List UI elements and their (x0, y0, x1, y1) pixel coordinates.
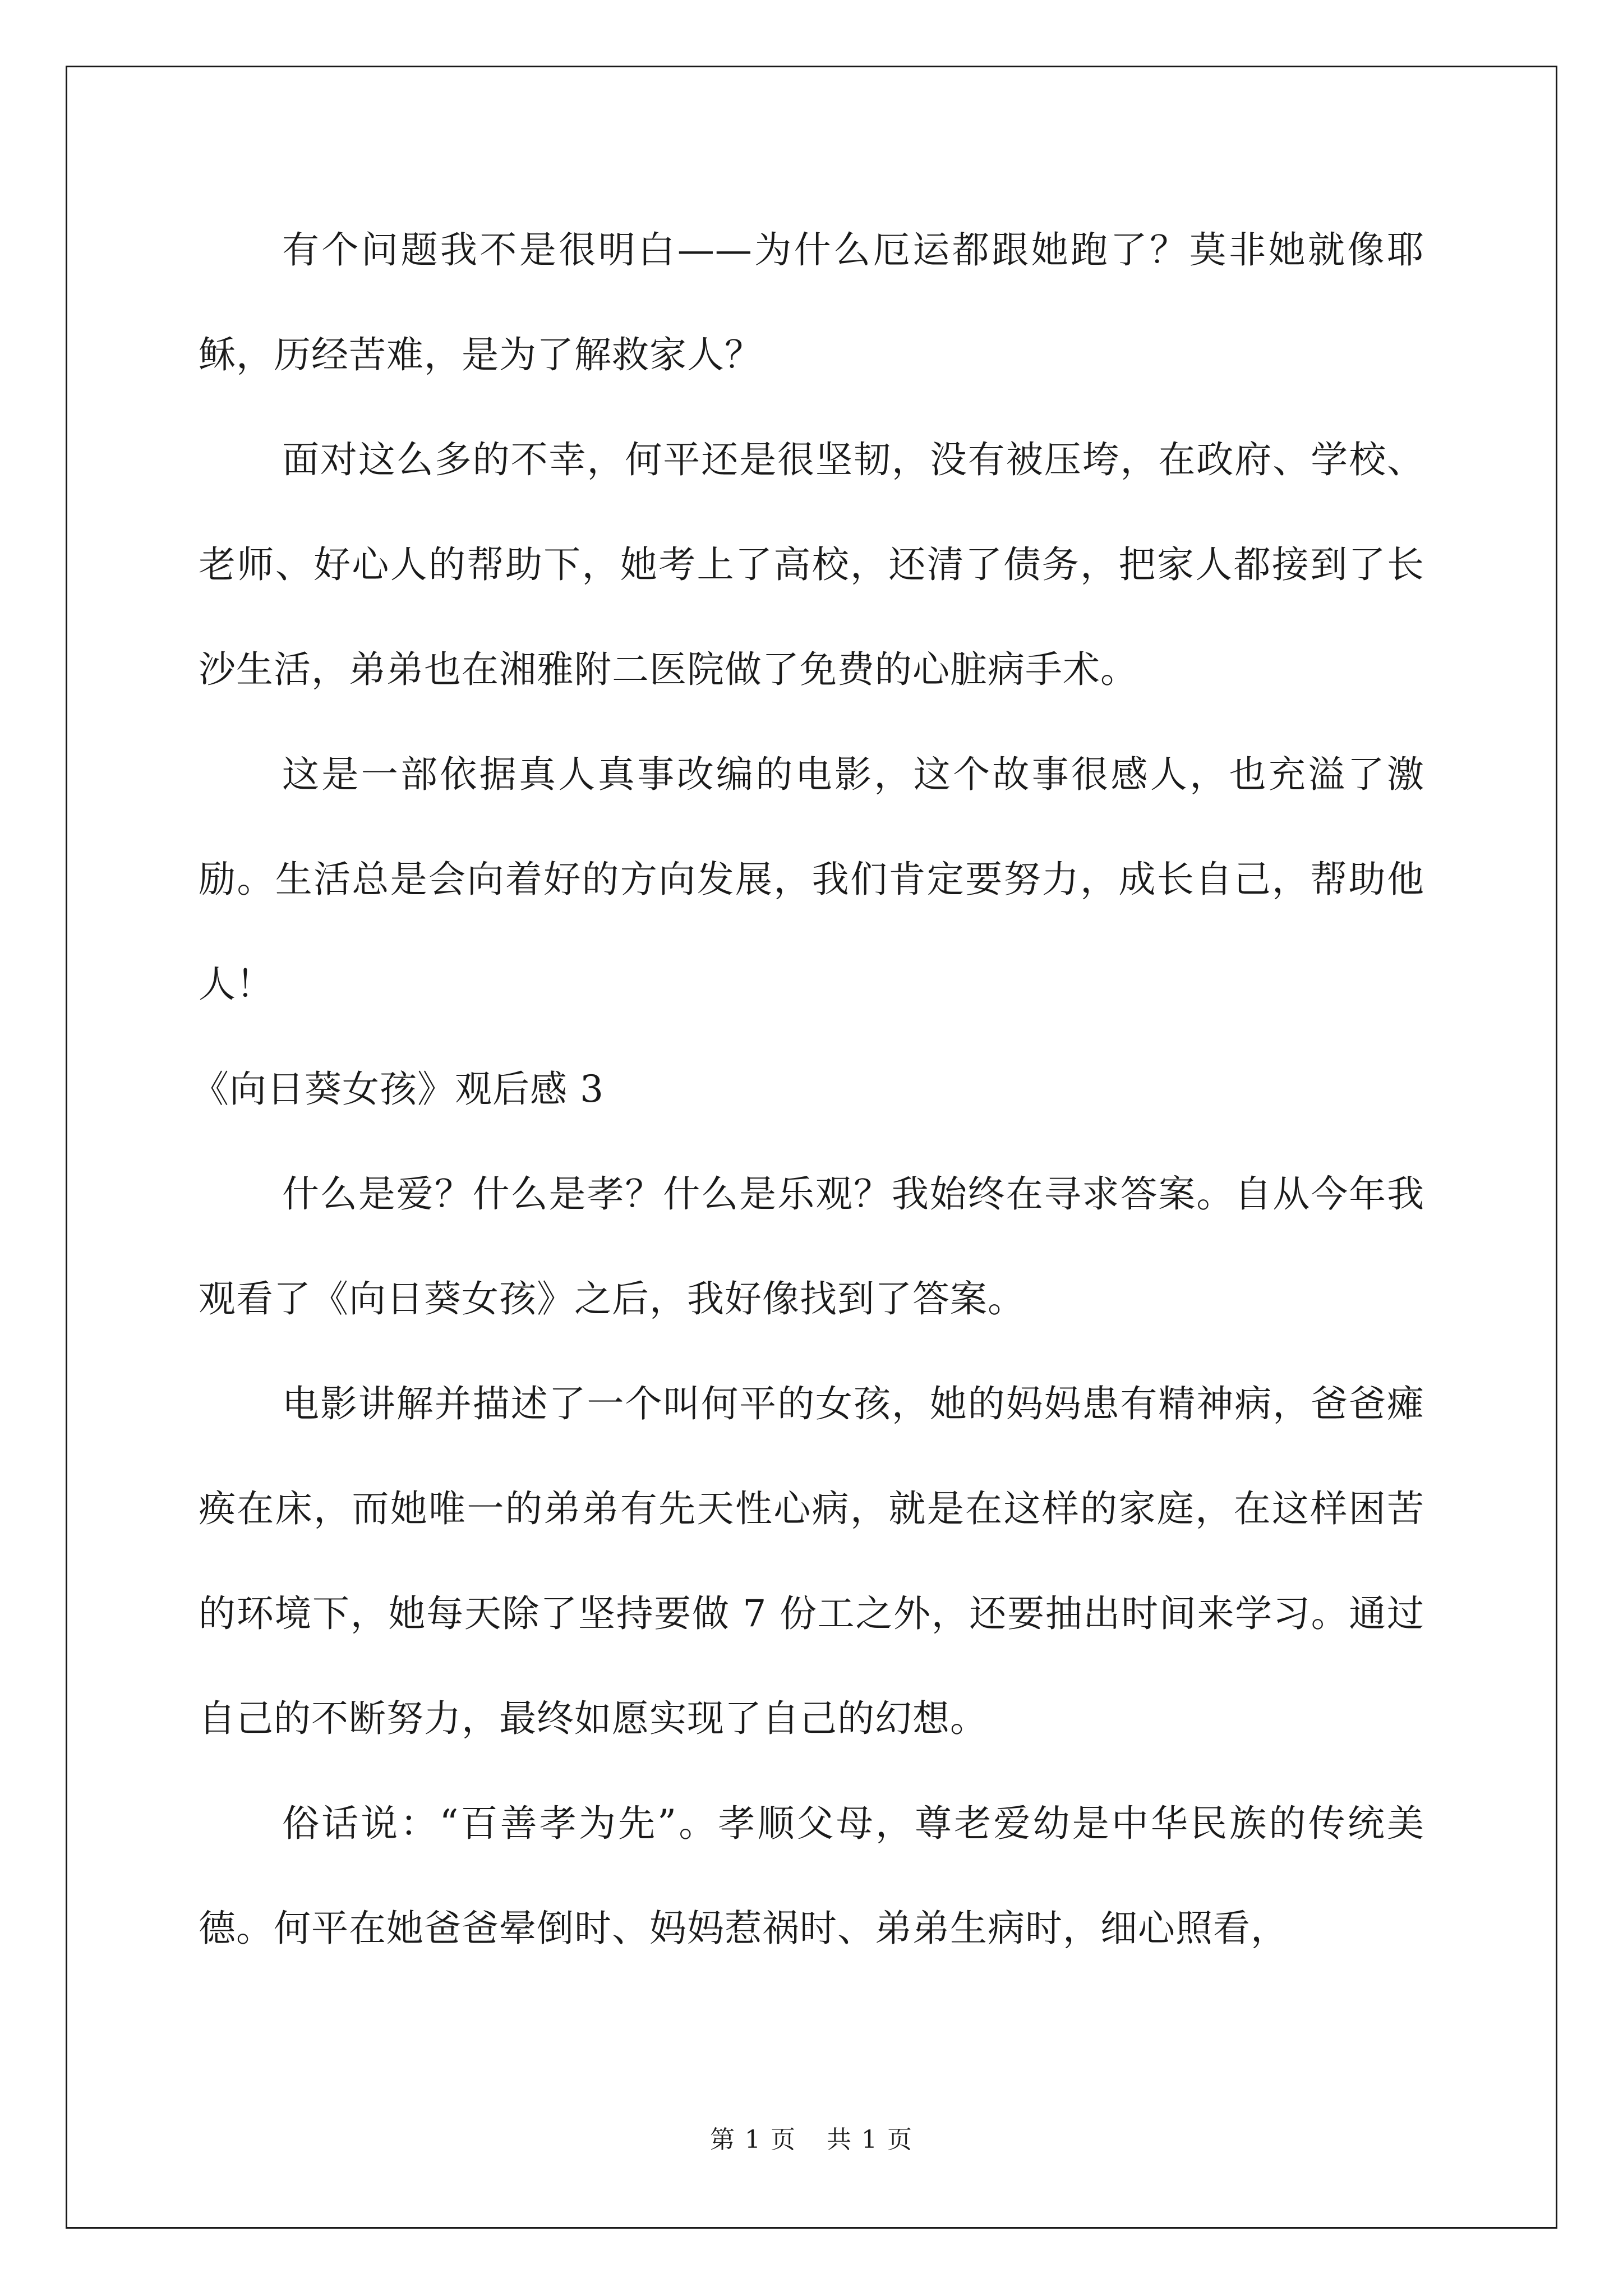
section-heading: 《向日葵女孩》观后感 3 (192, 1068, 604, 1111)
page-number: 第 1 页 (710, 2125, 796, 2154)
page-footer (0, 2123, 1623, 2157)
paragraph: 什么是爱？什么是孝？什么是乐观？我始终在寻求答案。自从今年我观看了《向日葵女孩》之后，我好像找到了答案。 (199, 1172, 1424, 1320)
paragraph: 面对这么多的不幸，何平还是很坚韧，没有被压垮，在政府、学校、老师、好心人的帮助下，她考上了高校，还清了债务，把家人都接到了长沙生活，弟弟也在湘雅附二医院做了免费的心脏病手术。 (199, 438, 1424, 691)
paragraph: 有个问题我不是很明白——为什么厄运都跟她跑了？莫非她就像耶稣，历经苦难，是为了解救家人？ (199, 228, 1424, 376)
paragraph: 俗话说：“百善孝为先”。孝顺父母，尊老爱幼是中华民族的传统美德。何平在她爸爸晕倒时、妈妈惹祸时、弟弟生病时，细心照看， (199, 1802, 1424, 1950)
paragraph: 电影讲解并描述了一个叫何平的女孩，她的妈妈患有精神病，爸爸瘫痪在床，而她唯一的弟弟有先天性心病，就是在这样的家庭，在这样困苦的环境下，她每天除了坚持要做 7 份工之外，还要抽出时间来学习。通过自己的不断努力，最终如愿实现了自己的幻想。 (199, 1382, 1424, 1740)
paragraph: 这是一部依据真人真事改编的电影，这个故事很感人，也充溢了激励。生活总是会向着好的方向发展，我们肯定要努力，成长自己，帮助他人！ (199, 753, 1424, 1006)
document-body (192, 197, 1424, 1981)
page-total: 共 1 页 (827, 2125, 913, 2154)
